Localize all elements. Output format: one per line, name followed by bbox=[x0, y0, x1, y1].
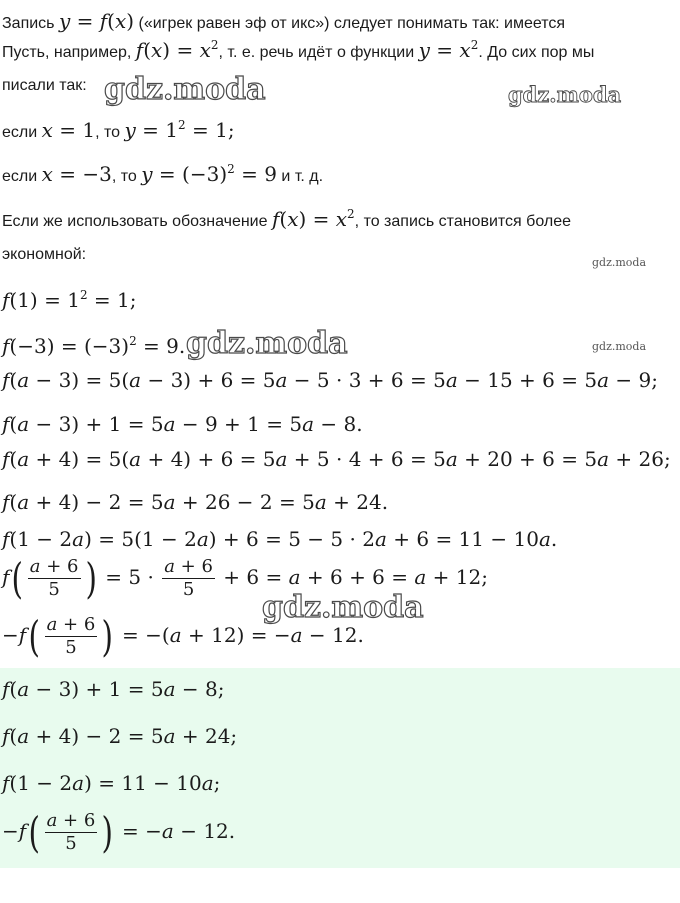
text-line-if1: если x = 1, то $y = 1^2 = 1$; bbox=[2, 118, 235, 142]
answer-line-3: f(1 − 2a) = 11 − 10a; bbox=[2, 771, 221, 795]
text-line-if3: Если же использовать обозначение $f(x) = x^2$, то запись становится более bbox=[2, 207, 571, 231]
watermark-small: gdz.moda bbox=[592, 256, 647, 269]
watermark-logo: gdz.moda bbox=[104, 72, 266, 107]
math-line-3: f(a − 3) = 5(a − 3) + 6 = 5a − 5 · 3 + 6 = 5a − 15 + 6 = 5a − 9; bbox=[2, 368, 658, 392]
text-line-2: Пусть, например, $f(x) = x^2$, т. е. речь идёт о функции $y = x^2$. До сих пор мы bbox=[2, 38, 595, 62]
text-line-3: писали так: bbox=[2, 77, 87, 94]
text-line-if2: если x = −3, то $y = (-3)^2 = 9$ и т. д. bbox=[2, 162, 324, 186]
answer-line-2: f(a + 4) − 2 = 5a + 24; bbox=[2, 724, 238, 748]
math-line-2: $f(-3) = (-3)^2 = 9$. bbox=[2, 334, 186, 358]
text-line-if4: экономной: bbox=[2, 246, 87, 263]
math-line-5: f(a + 4) = 5(a + 4) + 6 = 5a + 5 · 4 + 6 = 5a + 20 + 6 = 5a + 26; bbox=[2, 447, 671, 471]
math-line-1: $f(1) = 1^2 = 1$; bbox=[2, 288, 137, 312]
math-line-8: f( $\frac{a + 6}{5}$ ) = 5 · $\frac{a + 6}{5}$ + 6 = a + 6 + 6 = a + 12; bbox=[2, 553, 488, 603]
math-line-7: f(1 − 2a) = 5(1 − 2a) + 6 = 5 − 5 · 2a + 6 = 11 − 10a. bbox=[2, 527, 558, 551]
math-line-4: f(a − 3) + 1 = 5a − 9 + 1 = 5a − 8. bbox=[2, 412, 363, 436]
watermark-logo: gdz.moda bbox=[508, 82, 622, 107]
answer-line-4: −f( $\frac{a + 6}{5}$ ) = −a − 12. bbox=[2, 807, 236, 857]
watermark-small: gdz.moda bbox=[592, 340, 647, 353]
watermark-logo: gdz.moda bbox=[186, 326, 348, 361]
math-line-9: −f( $\frac{a + 6}{5}$ ) = −(a + 12) = −a − 12. bbox=[2, 611, 364, 661]
math-line-6: f(a + 4) − 2 = 5a + 26 − 2 = 5a + 24. bbox=[2, 490, 389, 514]
text-line-1: Запись y = f(x) («игрек равен эф от икс») следует понимать так: имеется bbox=[2, 9, 566, 33]
watermark-logo: gdz.moda bbox=[262, 590, 424, 625]
answer-line-1: f(a − 3) + 1 = 5a − 8; bbox=[2, 677, 225, 701]
